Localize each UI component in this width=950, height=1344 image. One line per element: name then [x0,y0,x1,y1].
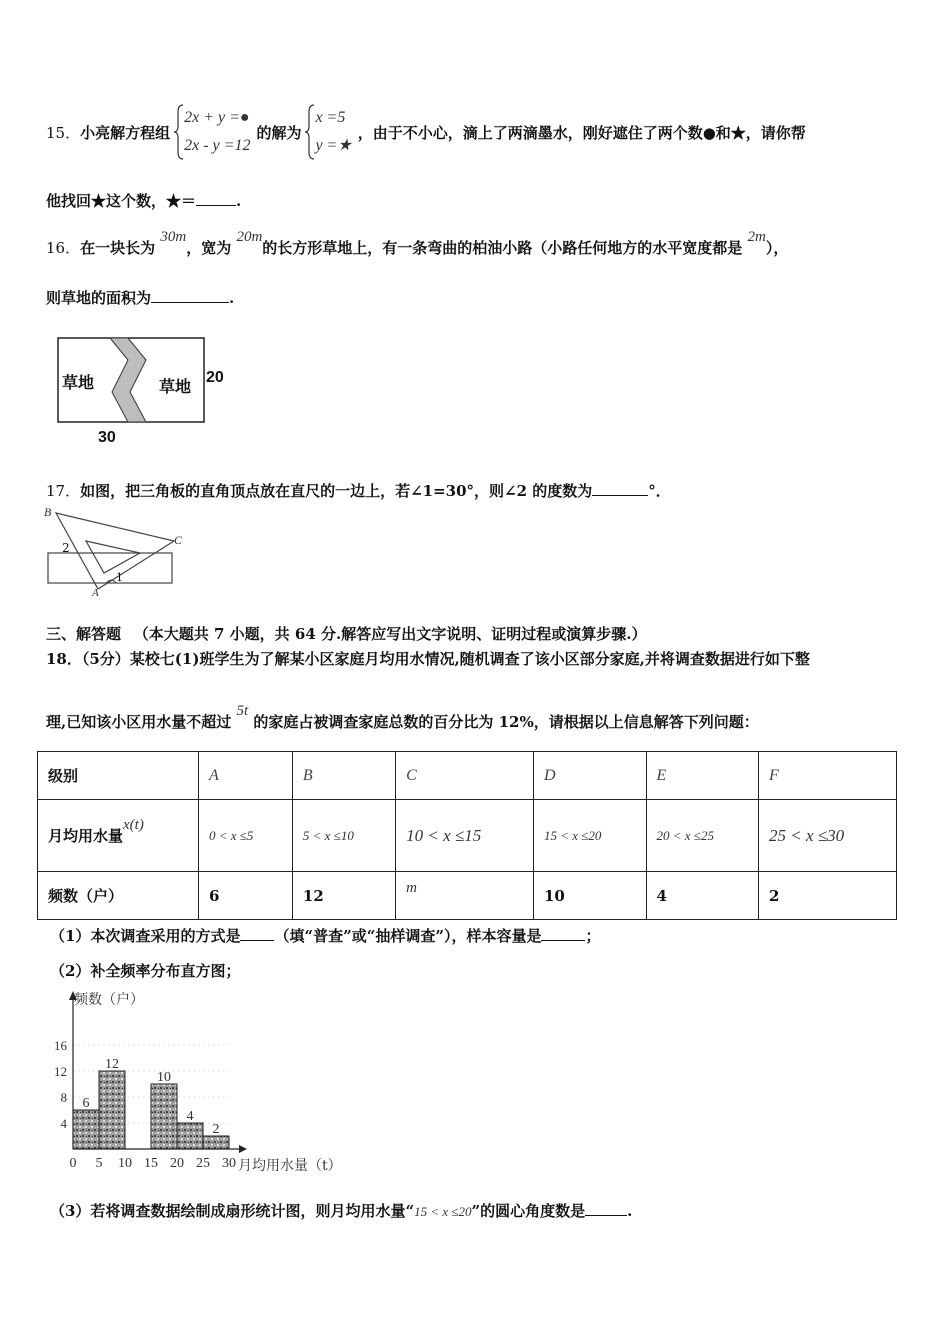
histogram-svg [46,985,366,1175]
y-tick-label: 12 [54,1064,67,1079]
q18-line-2 [46,703,759,732]
equation-1: 2x + y =● [184,109,250,126]
equation-system [174,104,250,160]
q15-line2-end: . [236,192,242,210]
q16-text-3: 的长方形草地上，有一条弯曲的柏油小路（小路任何地方的水平宽度都是 [262,239,743,257]
q18-sub-2: （2）补全频率分布直方图； [50,962,241,980]
solution-1: x =5 [315,109,346,126]
lawn-width-label: 20 [206,369,224,386]
level-cell: D [533,752,646,800]
q18-sub-1 [50,925,600,946]
left-brace-icon [174,104,184,160]
q16-road-width: 2m [747,229,766,245]
level-cell: E [646,752,759,800]
sub1-text-b: （填“普查”或“抽样调查”），样本容量是 [274,927,542,945]
point-c-label: C [174,533,183,547]
q17-number: 17． [46,482,81,500]
row-header-level: 级别 [38,752,199,800]
level-cell: A [199,752,293,800]
bar-value-label: 4 [186,1109,194,1124]
triangle-ruler-figure [42,505,192,600]
sub3-text-c: . [627,1202,633,1220]
question-16 [46,229,789,258]
q16-number: 16． [46,239,81,257]
range-cell: 10 < x ≤15 [396,800,534,872]
q16-text-2: ，宽为 [186,239,232,257]
solution-2: y =★ [315,137,352,154]
histogram-x-label: 月均用水量（t） [238,1158,342,1174]
q15-line2-text: 他找回★这个数，★＝ [46,192,197,210]
point-a-label: A [92,587,99,599]
section-3-title: 三、解答题 [46,625,122,643]
freq-cell: 10 [533,872,646,920]
bar-value-label: 6 [82,1096,90,1111]
angle-1-label: 1 [116,571,123,584]
q16-text-4: ）， [765,239,789,257]
freq-cell: 2 [759,872,897,920]
question-17 [46,480,671,501]
section-3-header [46,623,646,644]
histogram-bar [177,1123,203,1149]
point-b-label: B [44,505,52,519]
q18-limit: 5t [236,703,249,719]
central-angle-blank[interactable] [585,1201,627,1216]
range-cell: 25 < x ≤30 [759,800,897,872]
histogram [46,985,366,1175]
water-usage-table [37,751,897,920]
lawn-diagram [44,334,244,454]
level-cell: C [396,752,534,800]
freq-cell: 12 [292,872,395,920]
level-cell: F [759,752,897,800]
q16-line2-text: 则草地的面积为 [46,289,152,307]
q16-line2-end: . [229,289,235,307]
section-3-note: （本大题共 7 小题，共 64 分.解答应写出文字说明、证明过程或演算步骤.） [133,625,647,643]
q18-line2b: 的家庭占被调查家庭总数的百分比为 12%，请根据以上信息解答下列问题： [253,713,759,731]
row-header-frequency: 频数（户） [38,872,199,920]
q15-text-a: 小亮解方程组 [80,123,171,142]
q16-answer-blank[interactable] [151,288,229,303]
lawn-left-label: 草地 [62,373,95,392]
x-tick-label: 0 [69,1156,77,1171]
survey-method-blank[interactable] [240,926,274,941]
range-cell: 20 < x ≤25 [646,800,759,872]
histogram-bar [73,1110,99,1149]
lawn-figure [44,334,244,454]
table-row [38,752,897,800]
freq-cell: 4 [646,872,759,920]
x-tick-label: 5 [95,1156,103,1171]
question-15 [46,102,806,162]
sub1-text-c: ； [585,927,601,945]
x-tick-label: 15 [144,1156,158,1171]
equation-2: 2x - y =12 [184,137,251,154]
q18-line2a: 理,已知该小区用水量不超过 [46,713,232,731]
freq-cell: 6 [199,872,293,920]
sub3-text-b: ”的圆心角度数是 [471,1202,586,1220]
sample-size-blank[interactable] [541,926,585,941]
histogram-bar [151,1084,177,1149]
q17-text: 如图，把三角板的直角顶点放在直尺的一边上，若∠1=30°，则∠2 的度数为 [80,482,593,500]
bar-value-label: 10 [157,1070,171,1085]
q16-width: 20m [236,229,263,245]
table-row [38,800,897,872]
row-header-usage [38,800,199,872]
usage-unit: x(t) [123,817,144,833]
level-cell: B [292,752,395,800]
left-brace-icon [305,104,315,160]
bar-value-label: 2 [212,1122,220,1137]
q16-length: 30m [160,229,187,245]
table-row [38,872,897,920]
q18-sub-3 [50,1200,632,1221]
sub1-text-a: （1）本次调查采用的方式是 [50,927,241,945]
sub3-range: 15 < x ≤20 [414,1204,472,1219]
q17-end: °． [648,482,671,500]
x-tick-label: 30 [222,1156,236,1171]
q18-line-1: 18．（5分）某校七(1)班学生为了解某小区家庭月均用水情况,随机调查了该小区部分家庭,并将调查数据进行如下整 [46,650,810,668]
angle-2-label: 2 [62,541,70,555]
histogram-bar [99,1071,125,1149]
usage-label: 月均用水量 [48,827,124,845]
y-tick-label: 16 [54,1038,67,1053]
bar-value-label: 12 [105,1057,119,1072]
q15-line-2 [46,190,241,211]
q15-text-b: 的解为 [256,123,302,142]
histogram-bar [203,1136,229,1149]
x-tick-label: 10 [118,1156,132,1171]
sub3-text-a: （3）若将调查数据绘制成扇形统计图，则月均用水量“ [50,1202,415,1220]
range-cell: 5 < x ≤10 [292,800,395,872]
q15-answer-blank[interactable] [196,191,236,206]
y-tick-label: 8 [60,1090,67,1105]
solution-system [305,104,351,160]
x-tick-label: 25 [196,1156,210,1171]
range-cell: 0 < x ≤5 [199,800,293,872]
range-cell: 15 < x ≤20 [533,800,646,872]
y-tick-label: 4 [60,1116,67,1131]
q16-line-2 [46,287,234,308]
x-axis-arrow-icon [239,1145,247,1153]
q15-text-c: ，由于不小心，滴上了两滴墨水，刚好遮住了两个数●和★，请你帮 [357,123,806,142]
q17-answer-blank[interactable] [592,481,648,496]
q16-text-1: 在一块长为 [80,239,156,257]
freq-cell: m [396,872,534,920]
lawn-length-label: 30 [98,429,116,446]
lawn-right-label: 草地 [159,377,192,396]
x-tick-label: 20 [170,1156,184,1171]
histogram-y-label: 频数（户） [74,992,144,1008]
q15-number: 15． [46,123,81,142]
